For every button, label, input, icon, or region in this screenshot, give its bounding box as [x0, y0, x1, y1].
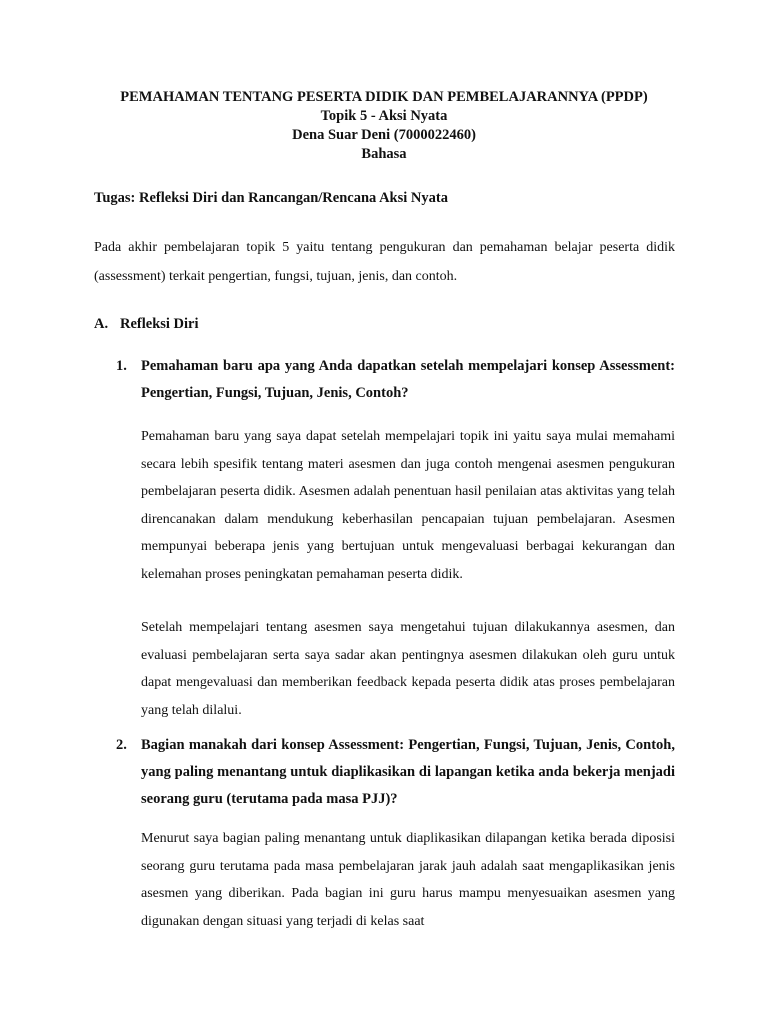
answer-2-paragraph-1: Menurut saya bagian paling menantang untuk diaplikasikan dilapangan ketika berada diposisi seorang guru terutama pada masa pembelajaran jarak jauh adalah saat mengaplikasikan jenis asesmen yang diberikan. Pada bagian ini guru harus mampu menyesuaikan asesmen yang digunakan dengan situasi yang terjadi di kelas saat: [141, 831, 675, 929]
answer-1-paragraph-2: Setelah mempelajari tentang asesmen saya mengetahui tujuan dilakukannya asesmen, dan evaluasi pembelajaran serta saya sadar akan pentingnya asesmen dilakukan oleh guru untuk dapat mengevaluasi dan memberikan feedback kepada peserta didik atas proses pembelajaran yang telah dilalui.: [141, 620, 675, 718]
answer-1-paragraph-1: Pemahaman baru yang saya dapat setelah mempelajari topik ini yaitu saya mulai memahami secara lebih spesifik tentang materi asesmen dan juga contoh mengenai asesmen pengukuran pembelajaran peserta didik. Asesmen adalah penentuan hasil penilaian atas aktivitas yang telah direncanakan dalam mendukung keberhasilan pencapaian tujuan pembelajaran. Asesmen mempunyai beberapa jenis yang bertujuan untuk mengevaluasi berbagai kekurangan dan kelemahan proses peningkatan pemahaman peserta didik.: [141, 429, 675, 582]
task-heading: Tugas: Refleksi Diri dan Rancangan/Rencana Aksi Nyata: [94, 190, 448, 206]
intro-paragraph: Pada akhir pembelajaran topik 5 yaitu tentang pengukuran dan pemahaman belajar peserta didik (assessment) terkait pengertian, fungsi, tujuan, jenis, dan contoh.: [94, 240, 675, 284]
section-a-letter: A.: [94, 316, 109, 332]
document-topic: Topik 5 - Aksi Nyata: [320, 108, 448, 124]
question-2-number: 2.: [116, 737, 127, 753]
question-1-text: Pemahaman baru apa yang Anda dapatkan setelah mempelajari konsep Assessment: Pengertian, Fungsi, Tujuan, Jenis, Contoh?: [141, 358, 675, 401]
document-author: Dena Suar Deni (7000022460): [292, 127, 476, 143]
document-title: PEMAHAMAN TENTANG PESERTA DIDIK DAN PEMBELAJARANNYA (PPDP): [120, 89, 648, 105]
document-header: [60, 88, 708, 164]
question-1-number: 1.: [116, 358, 127, 374]
section-a-heading: [94, 316, 199, 333]
document-subject: Bahasa: [361, 146, 407, 162]
question-2-text: Bagian manakah dari konsep Assessment: Pengertian, Fungsi, Tujuan, Jenis, Contoh, yang paling menantang untuk diaplikasikan di lapangan ketika anda bekerja menjadi seorang guru (terutama pada masa PJJ)?: [141, 737, 675, 807]
section-a-title: Refleksi Diri: [120, 316, 199, 332]
